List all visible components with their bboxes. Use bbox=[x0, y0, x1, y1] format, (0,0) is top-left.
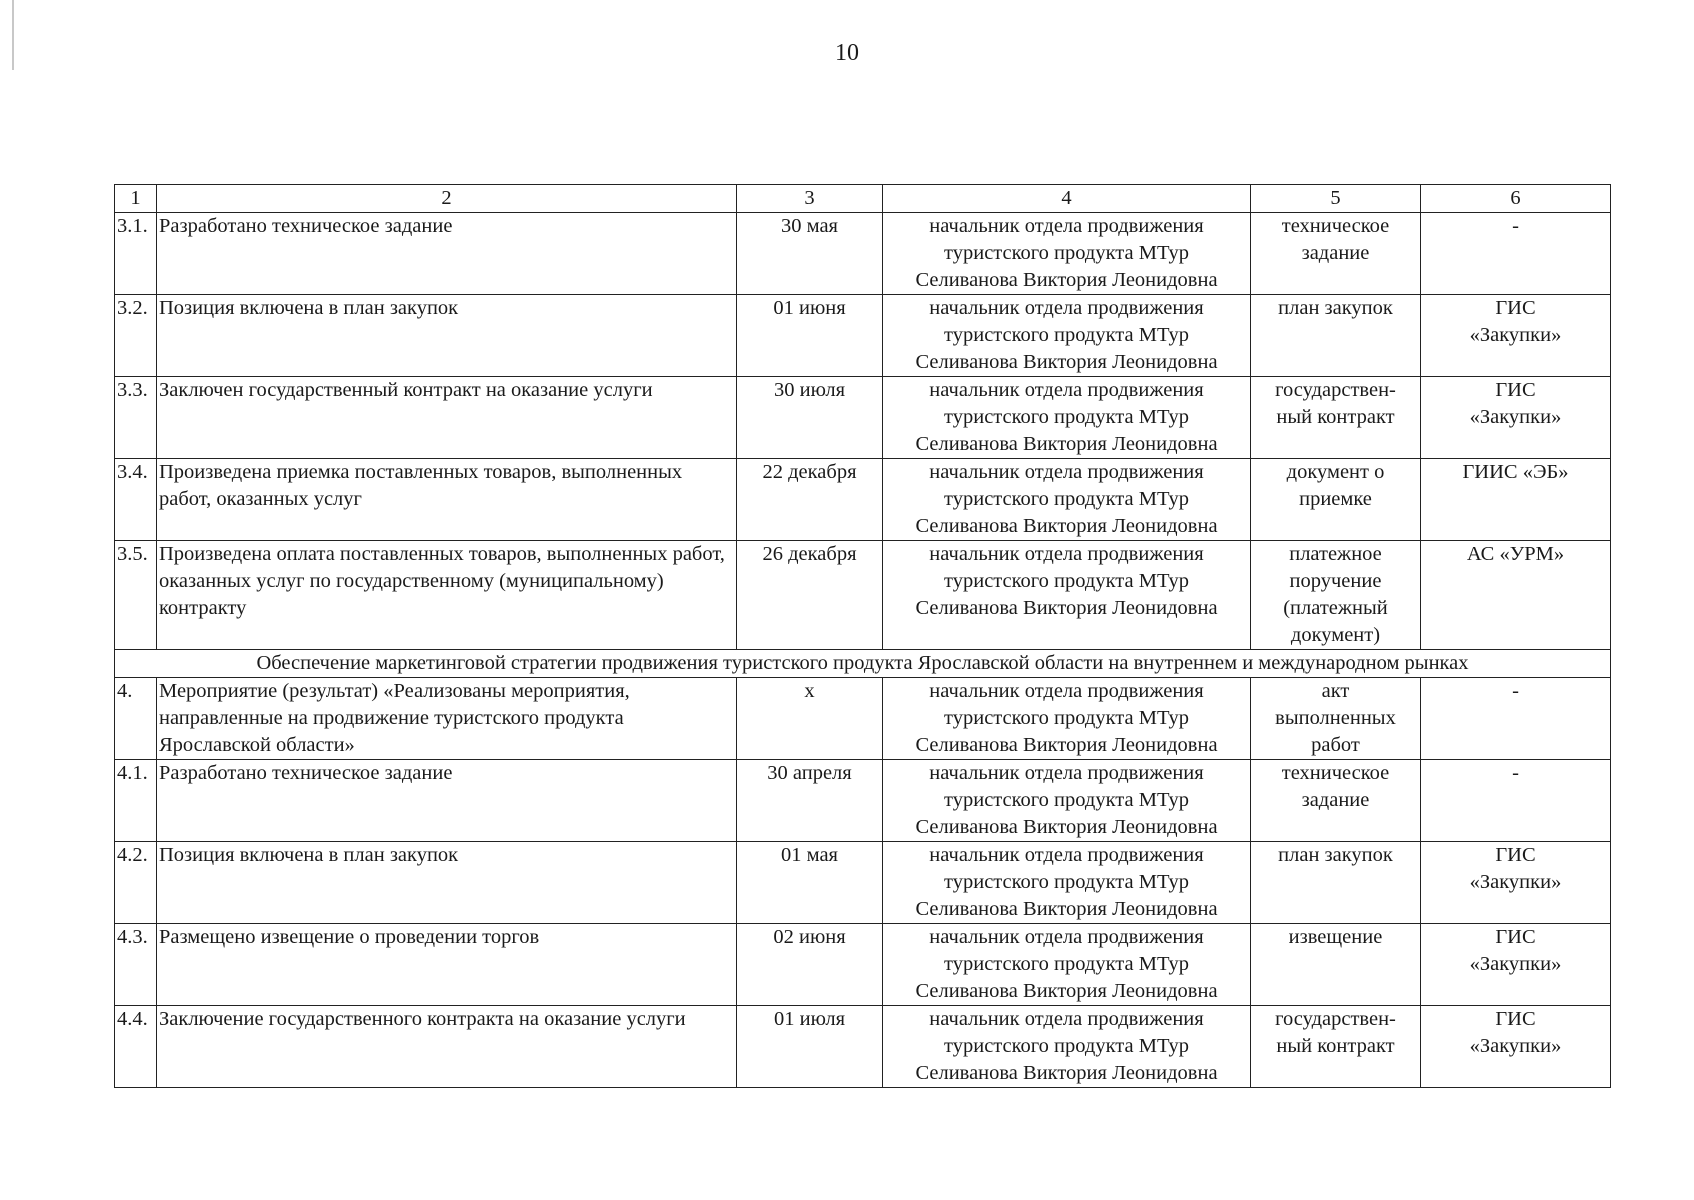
row-deadline: 30 мая bbox=[737, 213, 883, 295]
table-row bbox=[115, 459, 1611, 541]
responsible-line: туристского продукта МТур bbox=[944, 488, 1189, 510]
document-line: приемке bbox=[1299, 488, 1372, 510]
responsible-line: Селиванова Виктория Леонидовна bbox=[915, 351, 1218, 373]
system-line: «Закупки» bbox=[1469, 953, 1562, 975]
header-col-4: 4 bbox=[883, 185, 1251, 213]
header-col-3: 3 bbox=[737, 185, 883, 213]
row-description: Произведена оплата поставленных товаров, выполненных работ, оказанных услуг по государственному (муниципальному) контракту bbox=[157, 541, 737, 650]
row-number: 4.2. bbox=[115, 842, 157, 924]
document-line: ный контракт bbox=[1276, 406, 1395, 428]
row-document bbox=[1251, 377, 1421, 459]
row-number: 3.4. bbox=[115, 459, 157, 541]
responsible-line: туристского продукта МТур bbox=[944, 406, 1189, 428]
row-information-system bbox=[1421, 213, 1611, 295]
row-number: 4.3. bbox=[115, 924, 157, 1006]
document-line: план закупок bbox=[1278, 297, 1393, 319]
header-col-1: 1 bbox=[115, 185, 157, 213]
system-line: «Закупки» bbox=[1469, 1035, 1562, 1057]
row-responsible bbox=[883, 760, 1251, 842]
system-line: «Закупки» bbox=[1469, 406, 1562, 428]
row-document bbox=[1251, 213, 1421, 295]
row-responsible bbox=[883, 295, 1251, 377]
row-number: 3.1. bbox=[115, 213, 157, 295]
system-line: «Закупки» bbox=[1469, 324, 1562, 346]
system-line: ГИС bbox=[1495, 844, 1536, 866]
table-row bbox=[115, 678, 1611, 760]
header-col-2: 2 bbox=[157, 185, 737, 213]
header-col-6: 6 bbox=[1421, 185, 1611, 213]
document-line: документ о bbox=[1286, 461, 1385, 483]
row-description: Размещено извещение о проведении торгов bbox=[157, 924, 737, 1006]
row-description: Разработано техническое задание bbox=[157, 760, 737, 842]
responsible-line: туристского продукта МТур bbox=[944, 324, 1189, 346]
document-line: план закупок bbox=[1278, 844, 1393, 866]
row-deadline: 01 мая bbox=[737, 842, 883, 924]
responsible-line: начальник отдела продвижения bbox=[929, 379, 1204, 401]
responsible-line: туристского продукта МТур bbox=[944, 789, 1189, 811]
table-row bbox=[115, 295, 1611, 377]
row-information-system bbox=[1421, 541, 1611, 650]
row-description: Позиция включена в план закупок bbox=[157, 295, 737, 377]
header-col-5: 5 bbox=[1251, 185, 1421, 213]
row-responsible bbox=[883, 213, 1251, 295]
row-number: 3.3. bbox=[115, 377, 157, 459]
system-line: - bbox=[1512, 215, 1519, 237]
document-line: государствен- bbox=[1275, 379, 1396, 401]
row-information-system bbox=[1421, 760, 1611, 842]
table-row bbox=[115, 1006, 1611, 1088]
row-information-system bbox=[1421, 377, 1611, 459]
table-row bbox=[115, 842, 1611, 924]
row-document bbox=[1251, 760, 1421, 842]
responsible-line: начальник отдела продвижения bbox=[929, 1008, 1204, 1030]
responsible-line: Селиванова Виктория Леонидовна bbox=[915, 816, 1218, 838]
responsible-line: начальник отдела продвижения bbox=[929, 680, 1204, 702]
row-document bbox=[1251, 678, 1421, 760]
row-description: Мероприятие (результат) «Реализованы мероприятия, направленные на продвижение туристского продукта Ярославской области» bbox=[157, 678, 737, 760]
responsible-line: туристского продукта МТур bbox=[944, 953, 1189, 975]
row-document bbox=[1251, 295, 1421, 377]
document-line: работ bbox=[1311, 734, 1360, 756]
responsible-line: начальник отдела продвижения bbox=[929, 461, 1204, 483]
responsible-line: начальник отдела продвижения bbox=[929, 215, 1204, 237]
row-document bbox=[1251, 541, 1421, 650]
responsible-line: Селиванова Виктория Леонидовна bbox=[915, 734, 1218, 756]
table-row bbox=[115, 924, 1611, 1006]
row-deadline: х bbox=[737, 678, 883, 760]
document-line: поручение bbox=[1289, 570, 1382, 592]
responsible-line: туристского продукта МТур bbox=[944, 570, 1189, 592]
row-deadline: 01 июня bbox=[737, 295, 883, 377]
document-line: акт bbox=[1321, 680, 1350, 702]
row-description: Разработано техническое задание bbox=[157, 213, 737, 295]
system-line: ГИИС «ЭБ» bbox=[1462, 461, 1569, 483]
document-line: ный контракт bbox=[1276, 1035, 1395, 1057]
row-responsible bbox=[883, 1006, 1251, 1088]
table-row bbox=[115, 213, 1611, 295]
plan-table bbox=[114, 184, 1611, 1088]
document-line: задание bbox=[1301, 789, 1370, 811]
row-information-system bbox=[1421, 459, 1611, 541]
responsible-line: туристского продукта МТур bbox=[944, 1035, 1189, 1057]
page-number: 10 bbox=[835, 40, 859, 66]
section-title: Обеспечение маркетинговой стратегии продвижения туристского продукта Ярославской области на внутреннем и международном рынках bbox=[115, 650, 1611, 678]
row-number: 4.4. bbox=[115, 1006, 157, 1088]
responsible-line: Селиванова Виктория Леонидовна bbox=[915, 515, 1218, 537]
table-row bbox=[115, 760, 1611, 842]
system-line: ГИС bbox=[1495, 297, 1536, 319]
system-line: - bbox=[1512, 762, 1519, 784]
document-line: техническое bbox=[1281, 215, 1390, 237]
system-line: АС «УРМ» bbox=[1466, 543, 1565, 565]
document-line: задание bbox=[1301, 242, 1370, 264]
row-responsible bbox=[883, 541, 1251, 650]
row-deadline: 01 июля bbox=[737, 1006, 883, 1088]
row-deadline: 02 июня bbox=[737, 924, 883, 1006]
row-number: 4. bbox=[115, 678, 157, 760]
row-information-system bbox=[1421, 295, 1611, 377]
system-line: «Закупки» bbox=[1469, 871, 1562, 893]
system-line: - bbox=[1512, 680, 1519, 702]
responsible-line: туристского продукта МТур bbox=[944, 242, 1189, 264]
row-responsible bbox=[883, 924, 1251, 1006]
row-deadline: 26 декабря bbox=[737, 541, 883, 650]
document-line: (платежный bbox=[1283, 597, 1388, 619]
responsible-line: Селиванова Виктория Леонидовна bbox=[915, 597, 1218, 619]
document-line: государствен- bbox=[1275, 1008, 1396, 1030]
row-deadline: 22 декабря bbox=[737, 459, 883, 541]
system-line: ГИС bbox=[1495, 379, 1536, 401]
row-information-system bbox=[1421, 1006, 1611, 1088]
responsible-line: Селиванова Виктория Леонидовна bbox=[915, 1062, 1218, 1084]
row-document bbox=[1251, 459, 1421, 541]
row-number: 4.1. bbox=[115, 760, 157, 842]
row-description: Произведена приемка поставленных товаров, выполненных работ, оказанных услуг bbox=[157, 459, 737, 541]
responsible-line: Селиванова Виктория Леонидовна bbox=[915, 269, 1218, 291]
row-deadline: 30 июля bbox=[737, 377, 883, 459]
document-line: техническое bbox=[1281, 762, 1390, 784]
responsible-line: Селиванова Виктория Леонидовна bbox=[915, 898, 1218, 920]
row-description: Заключение государственного контракта на оказание услуги bbox=[157, 1006, 737, 1088]
row-description: Заключен государственный контракт на оказание услуги bbox=[157, 377, 737, 459]
row-number: 3.2. bbox=[115, 295, 157, 377]
row-deadline: 30 апреля bbox=[737, 760, 883, 842]
row-responsible bbox=[883, 842, 1251, 924]
responsible-line: Селиванова Виктория Леонидовна bbox=[915, 980, 1218, 1002]
document-line: извещение bbox=[1288, 926, 1383, 948]
responsible-line: начальник отдела продвижения bbox=[929, 762, 1204, 784]
row-number: 3.5. bbox=[115, 541, 157, 650]
row-responsible bbox=[883, 459, 1251, 541]
responsible-line: туристского продукта МТур bbox=[944, 871, 1189, 893]
row-responsible bbox=[883, 377, 1251, 459]
responsible-line: Селиванова Виктория Леонидовна bbox=[915, 433, 1218, 455]
document-line: документ) bbox=[1290, 624, 1381, 646]
responsible-line: начальник отдела продвижения bbox=[929, 543, 1204, 565]
row-information-system bbox=[1421, 924, 1611, 1006]
row-information-system bbox=[1421, 842, 1611, 924]
row-information-system bbox=[1421, 678, 1611, 760]
table-row bbox=[115, 541, 1611, 650]
section-row bbox=[115, 650, 1611, 678]
row-description: Позиция включена в план закупок bbox=[157, 842, 737, 924]
system-line: ГИС bbox=[1495, 926, 1536, 948]
row-document bbox=[1251, 842, 1421, 924]
document-line: платежное bbox=[1289, 543, 1382, 565]
document-line: выполненных bbox=[1275, 707, 1396, 729]
row-responsible bbox=[883, 678, 1251, 760]
header-row bbox=[115, 185, 1611, 213]
plan-table-body bbox=[115, 185, 1611, 1088]
responsible-line: начальник отдела продвижения bbox=[929, 926, 1204, 948]
responsible-line: начальник отдела продвижения bbox=[929, 844, 1204, 866]
row-document bbox=[1251, 924, 1421, 1006]
responsible-line: туристского продукта МТур bbox=[944, 707, 1189, 729]
table-row bbox=[115, 377, 1611, 459]
system-line: ГИС bbox=[1495, 1008, 1536, 1030]
responsible-line: начальник отдела продвижения bbox=[929, 297, 1204, 319]
row-document bbox=[1251, 1006, 1421, 1088]
